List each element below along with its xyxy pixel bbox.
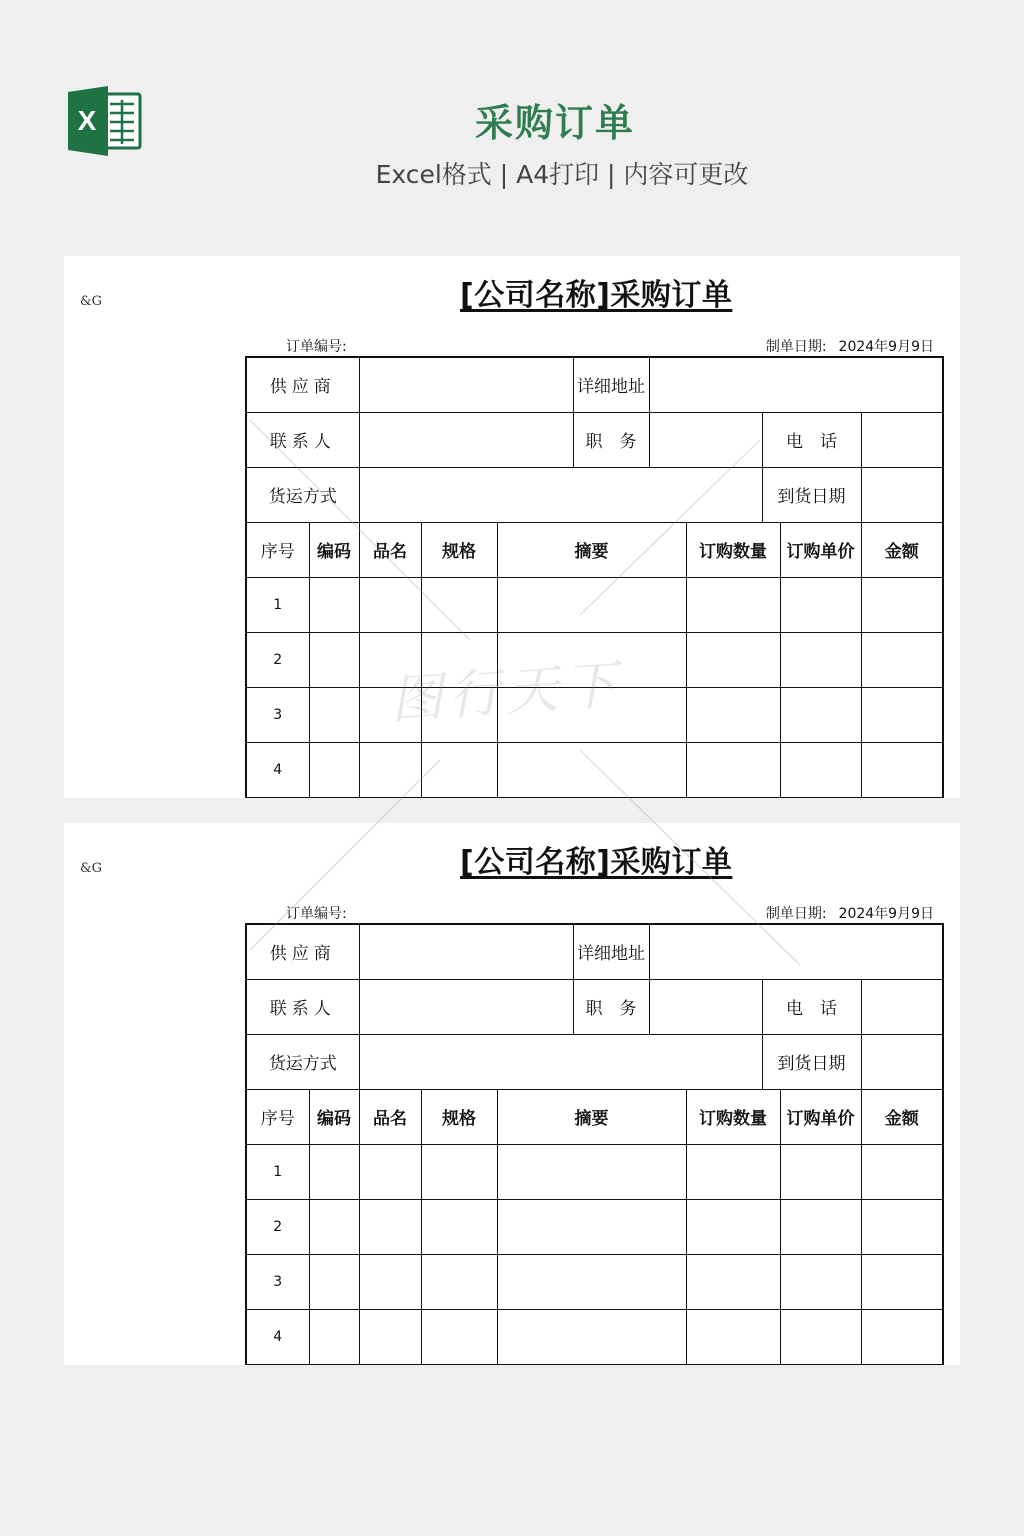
- cell-name[interactable]: [359, 742, 421, 797]
- arrival-date-field[interactable]: [861, 1034, 943, 1089]
- cell-code[interactable]: [309, 687, 359, 742]
- sheet-preview-1: [64, 256, 960, 798]
- cell-amount[interactable]: [861, 1309, 943, 1364]
- cell-unit-price[interactable]: [780, 1309, 861, 1364]
- phone-label: 电 话: [762, 979, 861, 1034]
- table-row: [246, 1144, 943, 1199]
- cell-name[interactable]: [359, 1144, 421, 1199]
- cell-quantity[interactable]: [686, 1144, 780, 1199]
- cell-summary[interactable]: [497, 687, 686, 742]
- cell-unit-price[interactable]: [780, 687, 861, 742]
- col-header-amount: 金额: [861, 1089, 943, 1144]
- cell-summary[interactable]: [497, 1254, 686, 1309]
- contact-row: [246, 979, 943, 1034]
- row-index: 1: [246, 577, 309, 632]
- cell-code[interactable]: [309, 742, 359, 797]
- address-label: 详细地址: [573, 924, 649, 979]
- contact-field[interactable]: [359, 412, 573, 467]
- order-date-label: 制单日期:: [765, 906, 827, 922]
- cell-summary[interactable]: [497, 577, 686, 632]
- position-field[interactable]: [649, 979, 762, 1034]
- cell-spec[interactable]: [421, 1144, 497, 1199]
- col-header-code: 编码: [309, 1089, 359, 1144]
- cell-code[interactable]: [309, 1309, 359, 1364]
- sheet-title: [公司名称]采购订单: [460, 845, 733, 880]
- table-row: [246, 1199, 943, 1254]
- table-row: [246, 742, 943, 797]
- cell-amount[interactable]: [861, 1254, 943, 1309]
- column-header-row: [246, 522, 943, 577]
- page-header-code: &G: [80, 861, 102, 876]
- order-form-table: [245, 923, 944, 1365]
- row-index: 2: [246, 1199, 309, 1254]
- cell-amount[interactable]: [861, 632, 943, 687]
- phone-field[interactable]: [861, 412, 943, 467]
- cell-summary[interactable]: [497, 1144, 686, 1199]
- sheet-title: [公司名称]采购订单: [460, 278, 733, 313]
- arrival-date-label: 到货日期: [762, 467, 861, 522]
- col-header-name: 品名: [359, 522, 421, 577]
- cell-spec[interactable]: [421, 742, 497, 797]
- address-field[interactable]: [649, 924, 943, 979]
- cell-unit-price[interactable]: [780, 1199, 861, 1254]
- cell-code[interactable]: [309, 1254, 359, 1309]
- supplier-label: 供应商: [246, 357, 359, 412]
- contact-label: 联系人: [246, 979, 359, 1034]
- col-header-spec: 规格: [421, 522, 497, 577]
- table-row: [246, 577, 943, 632]
- supplier-label: 供应商: [246, 924, 359, 979]
- cell-quantity[interactable]: [686, 632, 780, 687]
- arrival-date-label: 到货日期: [762, 1034, 861, 1089]
- page-subtitle: Excel格式 | A4打印 | 内容可更改: [375, 160, 749, 189]
- cell-unit-price[interactable]: [780, 1254, 861, 1309]
- shipping-label: 货运方式: [246, 467, 359, 522]
- col-header-amount: 金额: [861, 522, 943, 577]
- shipping-field[interactable]: [359, 467, 762, 522]
- cell-quantity[interactable]: [686, 1199, 780, 1254]
- shipping-row: [246, 1034, 943, 1089]
- cell-summary[interactable]: [497, 1199, 686, 1254]
- cell-summary[interactable]: [497, 632, 686, 687]
- address-field[interactable]: [649, 357, 943, 412]
- cell-quantity[interactable]: [686, 1254, 780, 1309]
- cell-code[interactable]: [309, 577, 359, 632]
- supplier-field[interactable]: [359, 357, 573, 412]
- cell-spec[interactable]: [421, 687, 497, 742]
- cell-code[interactable]: [309, 1199, 359, 1254]
- cell-name[interactable]: [359, 1254, 421, 1309]
- table-row: [246, 687, 943, 742]
- row-index: 4: [246, 1309, 309, 1364]
- col-header-summary: 摘要: [497, 522, 686, 577]
- col-header-index: 序号: [246, 1089, 309, 1144]
- shipping-label: 货运方式: [246, 1034, 359, 1089]
- column-header-row: [246, 1089, 943, 1144]
- cell-name[interactable]: [359, 577, 421, 632]
- page-title: 采购订单: [474, 101, 635, 145]
- col-header-spec: 规格: [421, 1089, 497, 1144]
- table-row: [246, 1309, 943, 1364]
- order-date: [754, 903, 934, 923]
- cell-quantity[interactable]: [686, 577, 780, 632]
- cell-amount[interactable]: [861, 1144, 943, 1199]
- sheet-preview-2: [64, 823, 960, 1365]
- col-header-summary: 摘要: [497, 1089, 686, 1144]
- cell-amount[interactable]: [861, 1199, 943, 1254]
- cell-code[interactable]: [309, 632, 359, 687]
- cell-unit-price[interactable]: [780, 1144, 861, 1199]
- contact-field[interactable]: [359, 979, 573, 1034]
- address-label: 详细地址: [573, 357, 649, 412]
- cell-spec[interactable]: [421, 1199, 497, 1254]
- row-index: 3: [246, 1254, 309, 1309]
- cell-quantity[interactable]: [686, 1309, 780, 1364]
- cell-spec[interactable]: [421, 1309, 497, 1364]
- col-header-name: 品名: [359, 1089, 421, 1144]
- col-header-code: 编码: [309, 522, 359, 577]
- cell-quantity[interactable]: [686, 742, 780, 797]
- row-index: 1: [246, 1144, 309, 1199]
- table-row: [246, 1254, 943, 1309]
- cell-summary[interactable]: [497, 742, 686, 797]
- order-form-table: [245, 356, 944, 798]
- order-date: [754, 336, 934, 356]
- cell-spec[interactable]: [421, 632, 497, 687]
- phone-label: 电 话: [762, 412, 861, 467]
- cell-code[interactable]: [309, 1144, 359, 1199]
- page-header-code: &G: [80, 294, 102, 309]
- contact-row: [246, 412, 943, 467]
- row-index: 3: [246, 687, 309, 742]
- contact-label: 联系人: [246, 412, 359, 467]
- order-date-value: 2024年9月9日: [838, 906, 934, 922]
- shipping-row: [246, 467, 943, 522]
- supplier-row: [246, 357, 943, 412]
- position-label: 职 务: [573, 979, 649, 1034]
- excel-letter: X: [77, 105, 97, 136]
- col-header-quantity: 订购数量: [686, 1089, 780, 1144]
- col-header-unit-price: 订购单价: [780, 1089, 861, 1144]
- order-number-label: 订单编号:: [286, 339, 347, 355]
- cell-summary[interactable]: [497, 1309, 686, 1364]
- col-header-unit-price: 订购单价: [780, 522, 861, 577]
- arrival-date-field[interactable]: [861, 467, 943, 522]
- cell-name[interactable]: [359, 1199, 421, 1254]
- position-field[interactable]: [649, 412, 762, 467]
- cell-quantity[interactable]: [686, 687, 780, 742]
- position-label: 职 务: [573, 412, 649, 467]
- order-date-value: 2024年9月9日: [838, 339, 934, 355]
- col-header-index: 序号: [246, 522, 309, 577]
- cell-spec[interactable]: [421, 577, 497, 632]
- col-header-quantity: 订购数量: [686, 522, 780, 577]
- cell-unit-price[interactable]: [780, 632, 861, 687]
- cell-unit-price[interactable]: [780, 577, 861, 632]
- row-index: 4: [246, 742, 309, 797]
- cell-amount[interactable]: [861, 687, 943, 742]
- cell-amount[interactable]: [861, 577, 943, 632]
- cell-unit-price[interactable]: [780, 742, 861, 797]
- order-date-label: 制单日期:: [765, 339, 827, 355]
- shipping-field[interactable]: [359, 1034, 762, 1089]
- cell-amount[interactable]: [861, 742, 943, 797]
- cell-name[interactable]: [359, 687, 421, 742]
- cell-spec[interactable]: [421, 1254, 497, 1309]
- supplier-row: [246, 924, 943, 979]
- phone-field[interactable]: [861, 979, 943, 1034]
- order-number-label: 订单编号:: [286, 906, 347, 922]
- row-index: 2: [246, 632, 309, 687]
- cell-name[interactable]: [359, 1309, 421, 1364]
- supplier-field[interactable]: [359, 924, 573, 979]
- cell-name[interactable]: [359, 632, 421, 687]
- table-row: [246, 632, 943, 687]
